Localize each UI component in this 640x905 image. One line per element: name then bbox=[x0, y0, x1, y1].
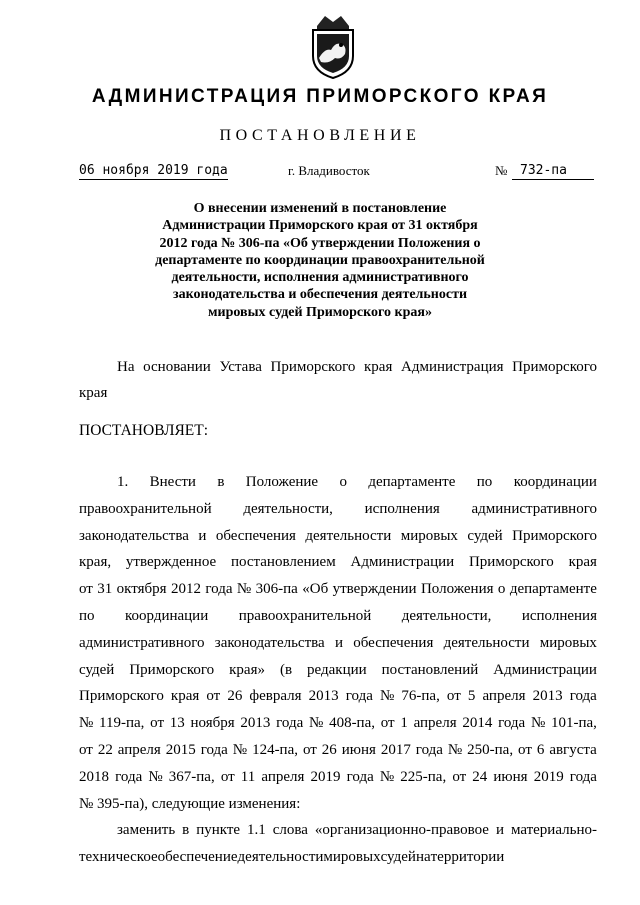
body-line: правоохранительной деятельности, исполнения административного bbox=[79, 500, 597, 517]
document-type: ПОСТАНОВЛЕНИЕ bbox=[219, 127, 421, 144]
preamble-line: На основании Устава Приморского края Администрация Приморского bbox=[117, 359, 597, 375]
document-date: 06 ноября 2019 года bbox=[79, 163, 228, 178]
title-line: 2012 года № 306-па «Об утверждении Положения о bbox=[159, 235, 481, 251]
title-line: деятельности, исполнения административного bbox=[171, 270, 469, 286]
title-line: О внесении изменений в постановление bbox=[193, 201, 447, 216]
title-line: законодательства и обеспечения деятельности bbox=[172, 287, 468, 303]
resolves-heading: ПОСТАНОВЛЯЕТ: bbox=[79, 422, 209, 439]
body-line: техническое обеспечение деятельности мировых судей на территории bbox=[79, 849, 505, 866]
body-line: административного законодательства и обеспечения деятельности мировых bbox=[79, 634, 597, 651]
body-line: от 22 апреля 2015 года № 124-па, от 26 июня 2017 года № 250-па, от 6 августа bbox=[79, 741, 597, 758]
body-line: края, утвержденное постановлением Администрации Приморского края bbox=[79, 554, 597, 571]
title-line: мировых судей Приморского края» bbox=[208, 304, 432, 320]
document-number: 732-па bbox=[512, 163, 594, 180]
body-line: 2018 года № 367-па, от 11 апреля 2019 года № 225-па, от 24 июня 2019 года bbox=[79, 768, 597, 785]
body-line: № 395-па), следующие изменения: bbox=[79, 795, 301, 812]
body-line: № 119-па, от 13 ноября 2013 года № 408-па, от 1 апреля 2014 года № 101-па, bbox=[79, 715, 597, 732]
organization-name: АДМИНИСТРАЦИЯ ПРИМОРСКОГО КРАЯ bbox=[91, 86, 549, 107]
body-line: заменить в пункте 1.1 слова «организационно-правовое и материально- bbox=[117, 822, 597, 839]
body-line: по координации правоохранительной деятельности, исполнения bbox=[79, 607, 597, 624]
number-label: № bbox=[495, 163, 508, 178]
body-line: законодательства и обеспечения деятельности мировых судей Приморского bbox=[79, 527, 597, 544]
document-title bbox=[120, 200, 520, 321]
title-line: департаменте по координации правоохранительной bbox=[155, 252, 485, 268]
title-line: Администрации Приморского края от 31 октября bbox=[162, 218, 478, 234]
body-line: судей Приморского края» (в редакции постановлений Администрации bbox=[79, 661, 597, 678]
body-line: Приморского края от 26 февраля 2013 года № 76-па, от 5 апреля 2013 года bbox=[79, 688, 597, 705]
body-line: 1. Внести в Положение о департаменте по координации bbox=[117, 474, 597, 490]
body-paragraph bbox=[79, 469, 597, 871]
coat-of-arms-icon bbox=[305, 12, 361, 80]
body-line: от 31 октября 2012 года № 306-па «Об утверждении Положения о департаменте bbox=[79, 581, 597, 598]
document-city: г. Владивосток bbox=[288, 163, 370, 178]
preamble-paragraph bbox=[79, 354, 597, 406]
preamble-line: края bbox=[79, 385, 108, 401]
